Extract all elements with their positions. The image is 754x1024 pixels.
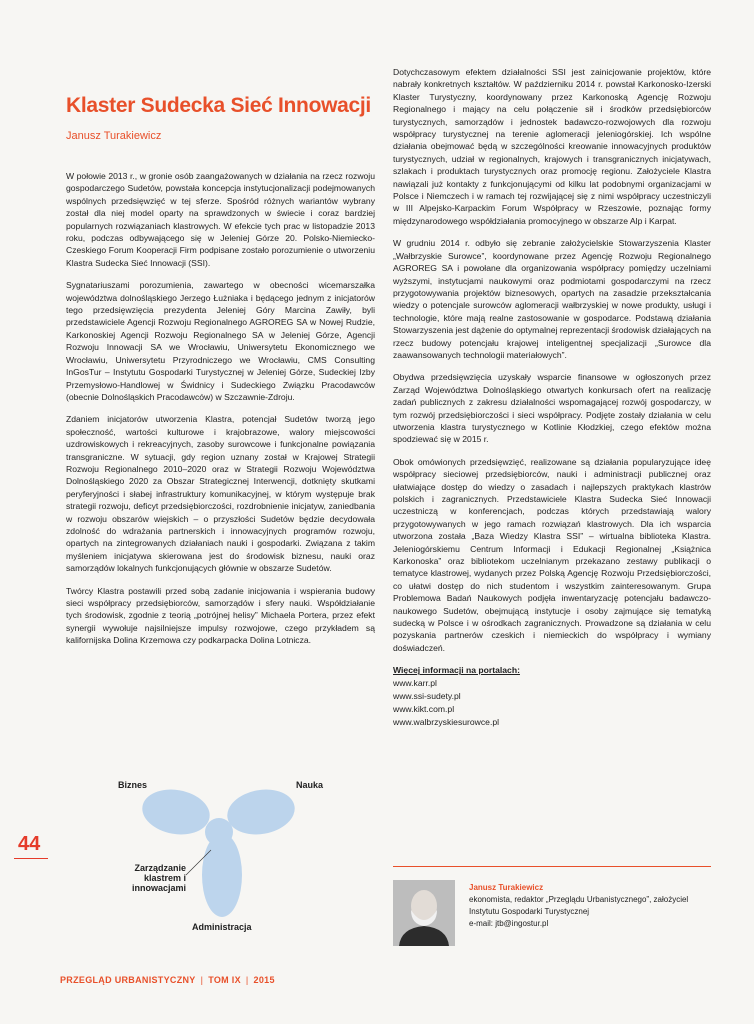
paragraph: Obok omówionych przedsięwzięć, realizowane są działania popularyzujące ideę współpracy sieciowej przedsiębiorców, nauki i administracji publicznej oraz ułatwiające dostęp do wiedzy o zasadach i najlepszych praktykach klastrów polskich i zagranicznych. Przedstawiciele Klastra Sudecka Sieć Innowacji uczestniczą w konferencjach, podczas których przedstawiają walory przygotowywanych w jego ramach rozwiązań klastrowych. Dla ich wsparcia utworzona została „Baza Wiedzy Klastra SSI” – wirtualna biblioteka Klastra. Jeleniogórskiemu Centrum Informacji i Edukacji Regionalnej „Książnica Karkonoska” oraz bibliotekom uczelnianym przekazano zestawy publikacji o tematyce klastrowej, wydanych przez Polską Agencję Rozwoju Przedsiębiorczości, co ułatwi dostęp do nich studentom i wszystkim zainteresowanym. Grupa Problemowa Badań Naukowych podjęła inwentaryzację potencjału badawczo-naukowego Sudetów, obejmującą instytucje i osoby zajmujące się tematyką sudecką w Polsce i w ośrodkach zagranicznych. Prowadzone są działania w celu pozyskania partnerów czeskich i niemieckich do współpracy i wymiany doświadczeń. <box>393 456 711 653</box>
label-biznes: Biznes <box>118 780 148 790</box>
paragraph: W grudniu 2014 r. odbyło się zebranie założycielskie Stowarzyszenia Klaster „Wałbrzyskie Surowce”, koordynowane przez Agencję Rozwoju Regionalnego AGROREG SA i powołane dla organizowania współpracy pomiędzy uczelniami wyższymi, instytucjami naukowymi oraz podmiotami gospodarczymi na rzecz przygotowywania projektów biznesowych, opartych na zasadzie przekształcania wiedzy o potencjale surowców aglomeracji wałbrzyskiej w nowe produkty, usługi i technologie, które mają realne zastosowanie w gospodarce. Podstawą działania Stowarzyszenia jest dążenie do optymalnej reprezentacji środowisk działających na rzecz budowy potencjału krajowej inteligentnej specjalizacji „Surowce dla zaawansowanych technologii materiałowych”. <box>393 238 711 360</box>
footer-journal: PRZEGLĄD URBANISTYCZNY <box>60 975 196 985</box>
triple-helix-diagram <box>66 770 375 940</box>
paragraph: W połowie 2013 r., w gronie osób zaangażowanych w działania na rzecz rozwoju gospodarczego Sudetów, powstała koncepcja instytucjonalizacji podejmowanych wspólnych przedsięwzięć w tej sferze. Spośród różnych wariantów wybrany został dla niej model oparty na sprawdzonych w świecie i coraz bardziej popularnych rozwiązaniach klastrowych. W efekcie tych prac w listopadzie 2013 roku, podczas odbywającego się w Jeleniej Górze 20. Polsko-Niemiecko-Czeskiego Forum Kooperacji Firm podpisane zostało porozumienie o utworzeniu Klastra Sudecka Sieć Innowacji (SSI). <box>66 171 375 268</box>
author-bio <box>469 882 711 930</box>
petal-center <box>205 818 233 846</box>
paragraph: Zdaniem inicjatorów utworzenia Klastra, potencjał Sudetów tworzą jego społeczność, wartości kulturowe i krajobrazowe, walory miejscowości uzdrowiskowych i rekreacyjnych, zasoby surowcowe i funkcjonalne powiązania transgraniczne. W sytuacji, gdy region uznany został w Krajowej Strategii Rozwoju Regionalnego 2010–2020 oraz w Strategii Rozwoju Województwa Dolnośląskiego 2020 za Obszar Strategicznej Interwencji, dotknięty skutkami peryferyjności i słabej infrastruktury komunikacyjnej, w którym występuje brak strategii rozwoju, deficyt przedsiębiorczości, rozdrobnienie inicjatyw, zaniedbania w rozwoju obszarów wiejskich – o przyszłości Sudetów będzie decydowała zdolność do wdrażania partnerskich i innowacyjnych programów rozwoju, opartych na zintegrowanych działaniach nauki i gospodarki. Związana z takim myśleniem inicjatywa skierowana jest do środowisk biznesu, nauki oraz samorządów lokalnych funkcjonujących głównie w obszarze Sudetów. <box>66 414 375 574</box>
bio-name: Janusz Turakiewicz <box>469 883 544 892</box>
page-number: 44 <box>18 833 41 855</box>
links-title: Więcej informacji na portalach: <box>393 665 520 676</box>
label-administracja: Administracja <box>192 922 252 932</box>
petal-biznes <box>139 784 214 839</box>
paragraph: Sygnatariuszami porozumienia, zawartego w obecności wicemarszałka województwa dolnośląskiego Jerzego Łużniaka i będącego jednym z inicjatorów tego przedsięwzięcia prezydenta Jeleniej Góry Marcina Zawiły, byli przedstawiciele Agencji Rozwoju Regionalnego AGROREG SA w Nowej Rudzie, Karkonoskiej Agencji Rozwoju Regionalnego SA w Jeleniej Górze, Agencji Rozwoju Innowacji SA we Wrocławiu, Uniwersytetu Ekonomicznego we Wrocławiu, Uniwersytetu Przyrodniczego we Wrocławiu, CMS Consulting InGosTur – Instytutu Gospodarki Turystycznej w Jeleniej Górze, Sudeckiej Izby Przemysłowo-Handlowej w Świdnicy i Sudeckiego Związku Pracodawców (obecnie Dolnośląskich Pracodawców) w Szczawnie-Zdroju. <box>66 280 375 402</box>
footer-volume: TOM IX <box>208 975 241 985</box>
paragraph: Obydwa przedsięwzięcia uzyskały wsparcie finansowe w ogłoszonych przez Zarząd Województwa Dolnośląskiego otwartych konkursach ofert na realizację zadań publicznych z zakresu działalności wspomagającej rozwój gospodarczy, w tym rozwój przedsiębiorczości i sieci współpracy. Podjęte zostały działania w celu utworzenia klastra turystycznego w Kotlinie Kłodzkiej, czego efektów można spodziewać się w 2015 r. <box>393 372 711 445</box>
left-column <box>66 170 375 657</box>
bio-email[interactable]: e-mail: jtb@ingostur.pl <box>469 919 549 928</box>
journal-footer: PRZEGLĄD URBANISTYCZNY | TOM IX | 2015 <box>60 975 275 985</box>
article-title: Klaster Sudecka Sieć Innowacji <box>66 94 371 117</box>
bio-description: ekonomista, redaktor „Przeglądu Urbanistycznego”, założyciel Instytutu Gospodarki Turystycznej <box>469 895 689 916</box>
author-photo <box>393 880 455 946</box>
paragraph: Dotychczasowym efektem działalności SSI jest zainicjowanie projektów, które nabrały konkretnych kształtów. W październiku 2014 r. powstał Karkonosko-Izerski Klaster Turystyczny, koordynowany przez Karkonoską Agencję Rozwoju Regionalnego i mający na celu połączenie sił i środków przedsiębiorców turystycznych, samorządów i jednostek badawczo-rozwojowych dla rozwoju współpracy turystycznej na terenie aglomeracji jeleniogórskiej. Ich wspólne działania obejmować będą w szczególności kreowanie innowacyjnych produktów turystycznych, udział w regionalnych, krajowych i transgranicznych inicjatywach, szlakach i produktach turystycznych oraz promocję regionu. Założyciele Klastra nawiązali już kontakty z funkcjonującymi od kilku lat podobnymi organizacjami w Polsce i Niemczech i w ramach tej rozwijającej się z nimi współpracy uczestniczyli w III Alpejsko-Karpackim Forum Współpracy w Rzeszowie, poznając formy międzynarodowego współdziałania promocyjnego w obszarze Alp i Karpat. <box>393 67 711 226</box>
page-number-underline <box>14 858 48 859</box>
petal-nauka <box>224 784 299 839</box>
label-nauka: Nauka <box>296 780 324 790</box>
link-walbrzyskie[interactable]: www.walbrzyskiesurowce.pl <box>393 717 500 728</box>
link-ssi[interactable]: www.ssi-sudety.pl <box>393 691 461 702</box>
footer-year: 2015 <box>253 975 275 985</box>
link-kikt[interactable]: www.kikt.com.pl <box>393 704 455 715</box>
right-column <box>393 66 711 729</box>
paragraph: Twórcy Klastra postawili przed sobą zadanie inicjowania i wspierania budowy sieci współpracy przedsiębiorców, samorządów i sfery nauki. Współdziałanie tych środowisk, zgodnie z teorią „potrójnej helisy” Michaela Portera, przez efekt synergii wywołuje najsilniejsze impulsy rozwojowe, czego przykładem są kalifornijska Dolina Krzemowa czy podkarpacka Dolina Lotnicza. <box>66 585 375 646</box>
author-portrait-icon <box>393 880 455 946</box>
article-author: Janusz Turakiewicz <box>66 130 162 142</box>
links-block <box>393 664 711 729</box>
link-karr[interactable]: www.karr.pl <box>393 678 437 689</box>
bio-separator <box>393 866 711 867</box>
helix-petals-graphic <box>66 770 375 940</box>
label-center: Zarządzanie klastrem i innowacjami <box>131 863 186 893</box>
